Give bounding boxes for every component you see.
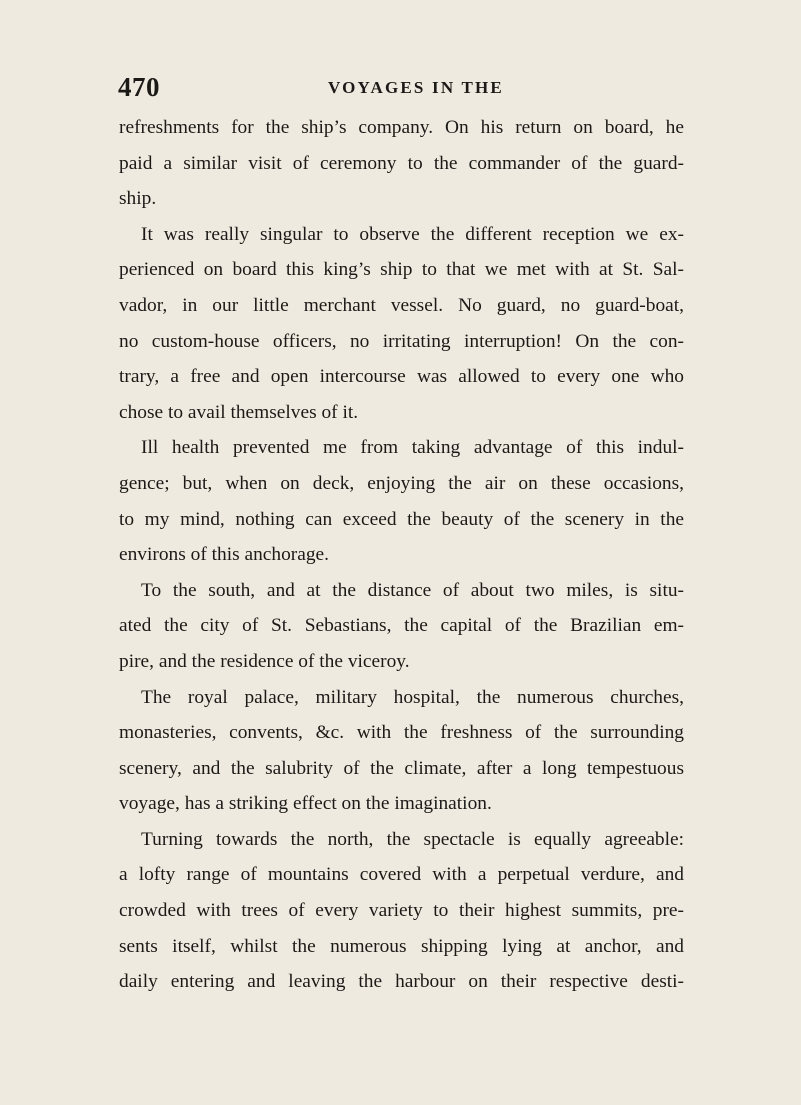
text-line: gence; but, when on deck, enjoying the air on these occasions, [119,472,684,494]
text-line: crowded with trees of every variety to their highest summits, pre- [119,900,684,922]
text-line: It was really singular to observe the different reception we ex- [141,223,684,245]
text-line: trary, a free and open intercourse was allowed to every one who [119,366,684,388]
text-line: voyage, has a striking effect on the imagination. [119,793,492,815]
text-line: chose to avail themselves of it. [119,401,359,423]
text-line: paid a similar visit of ceremony to the commander of the guard- [119,152,684,174]
paragraph [119,110,684,217]
text-line: To the south, and at the distance of about two miles, is situ- [141,579,684,601]
page-header [118,72,718,108]
text-line: no custom-house officers, no irritating interruption! On the con- [119,330,684,352]
paragraph [119,217,684,431]
text-line: The royal palace, military hospital, the numerous churches, [141,686,684,708]
text-line: ated the city of St. Sebastians, the capital of the Brazilian em- [119,615,684,637]
text-line: sents itself, whilst the numerous shipping lying at anchor, and [119,935,684,957]
paragraph [119,430,684,572]
running-head: VOYAGES IN THE [328,78,504,97]
text-line: perienced on board this king’s ship to that we met with at St. Sal- [119,259,684,281]
text-line: scenery, and the salubrity of the climate, after a long tempestuous [119,757,684,779]
text-line: a lofty range of mountains covered with a perpetual verdure, and [119,864,684,886]
paragraph [119,573,684,680]
text-line: refreshments for the ship’s company. On his return on board, he [119,117,684,138]
text-line: to my mind, nothing can exceed the beauty of the scenery in the [119,508,684,530]
page-number: 470 [118,72,160,102]
text-line: pire, and the residence of the viceroy. [119,650,410,672]
text-line: monasteries, convents, &c. with the freshness of the surrounding [119,722,684,744]
paragraph [119,680,684,822]
text-line: daily entering and leaving the harbour on their respective desti- [119,971,684,993]
body-text [119,110,684,1000]
paragraph [119,822,684,1000]
text-line: ship. [119,188,157,210]
text-line: environs of this anchorage. [119,544,330,566]
text-line: Turning towards the north, the spectacle is equally agreeable: [141,828,684,850]
text-line: vador, in our little merchant vessel. No guard, no guard-boat, [119,294,684,316]
text-line: Ill health prevented me from taking advantage of this indul- [141,437,684,459]
